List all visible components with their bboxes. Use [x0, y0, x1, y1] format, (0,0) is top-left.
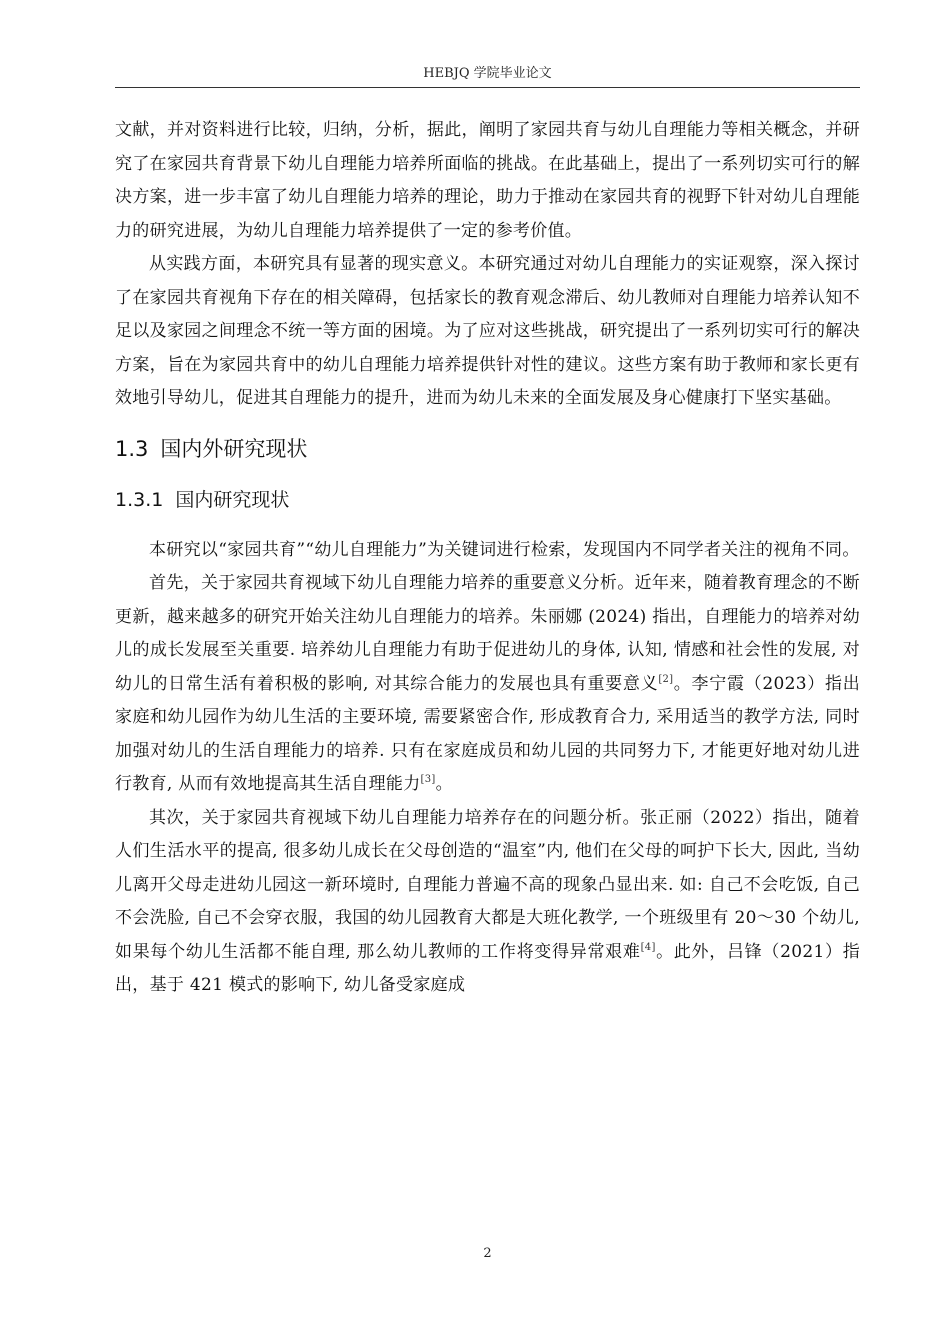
- body-text: [115, 114, 860, 1003]
- subsection-number: 1.3.1: [115, 488, 164, 511]
- paragraph-first-part-c: 。: [435, 774, 453, 794]
- paragraph-second: [115, 802, 860, 1003]
- section-title: 国内外研究现状: [160, 436, 308, 461]
- page-number: 2: [483, 1246, 492, 1261]
- section-number: 1.3: [115, 436, 149, 461]
- running-header: HEBJQ 学院毕业论文: [423, 66, 552, 81]
- subsection-title: 国内研究现状: [175, 488, 290, 511]
- paragraph-second-part-b: 。此外，吕锋（2021）指出，基于 421 模式的影响下, 幼儿备受家庭成: [115, 941, 860, 995]
- paragraph-first: [115, 567, 860, 802]
- citation-ref[interactable]: [2]: [658, 673, 674, 685]
- paragraph-first-part-a: 首先，关于家园共育视域下幼儿自理能力培养的重要意义分析。近年来，随着教育理念的不断更新，越来越多的研究开始关注幼儿自理能力的培养。朱丽娜 (2024) 指出，自理能力的培养对幼儿的成长发展至关重要. 培养幼儿自理能力有助于促进幼儿的身体, 认知, 情感和社会性的发展, 对幼儿的日常生活有着积极的影响, 对其综合能力的发展也具有重要意义: [115, 573, 860, 694]
- subsection-heading: [115, 486, 860, 514]
- citation-ref[interactable]: [4]: [640, 941, 656, 953]
- paragraph-first-part-b: 。李宁霞（2023）指出家庭和幼儿园作为幼儿生活的主要环境, 需要紧密合作, 形成教育合力, 采用适当的教学方法, 同时加强对幼儿的生活自理能力的培养. 只有在家庭成员和幼儿园的共同努力下, 才能更好地对幼儿进行教育, 从而有效地提高其生活自理能力: [115, 673, 860, 794]
- paragraph-intro: 本研究以“家园共育”“幼儿自理能力”为关键词进行检索，发现国内不同学者关注的视角不同。: [149, 539, 860, 560]
- header-rule: [115, 87, 860, 88]
- paragraph-practical-significance: 从实践方面，本研究具有显著的现实意义。本研究通过对幼儿自理能力的实证观察，深入探讨了在家园共育视角下存在的相关障碍，包括家长的教育观念滞后、幼儿教师对自理能力培养认知不足以及家园之间理念不统一等方面的困境。为了应对这些挑战，研究提出了一系列切实可行的解决方案，旨在为家园共育中的幼儿自理能力培养提供针对性的建议。这些方案有助于教师和家长更有效地引导幼儿，促进其自理能力的提升，进而为幼儿未来的全面发展及身心健康打下坚实基础。: [115, 254, 860, 408]
- paragraph-second-part-a: 其次，关于家园共育视域下幼儿自理能力培养存在的问题分析。张正丽（2022）指出，随着人们生活水平的提高, 很多幼儿成长在父母创造的“温室”内, 他们在父母的呵护下长大, 因此, 当幼儿离开父母走进幼儿园这一新环境时, 自理能力普遍不高的现象凸显出来. 如: 自己不会吃饭, 自己不会洗脸, 自己不会穿衣服，我国的幼儿园教育大都是大班化教学, 一个班级里有 20～30 个幼儿, 如果每个幼儿生活都不能自理, 那么幼儿教师的工作将变得异常艰难: [115, 807, 860, 962]
- section-heading: [115, 434, 860, 464]
- citation-ref[interactable]: [3]: [420, 774, 436, 785]
- paragraph-continued: 文献，并对资料进行比较，归纳，分析，据此，阐明了家园共育与幼儿自理能力等相关概念，并研究了在家园共育背景下幼儿自理能力培养所面临的挑战。在此基础上，提出了一系列切实可行的解决方案，进一步丰富了幼儿自理能力培养的理论，助力于推动在家园共育的视野下针对幼儿自理能力的研究进展，为幼儿自理能力培养提供了一定的参考价值。: [115, 120, 860, 241]
